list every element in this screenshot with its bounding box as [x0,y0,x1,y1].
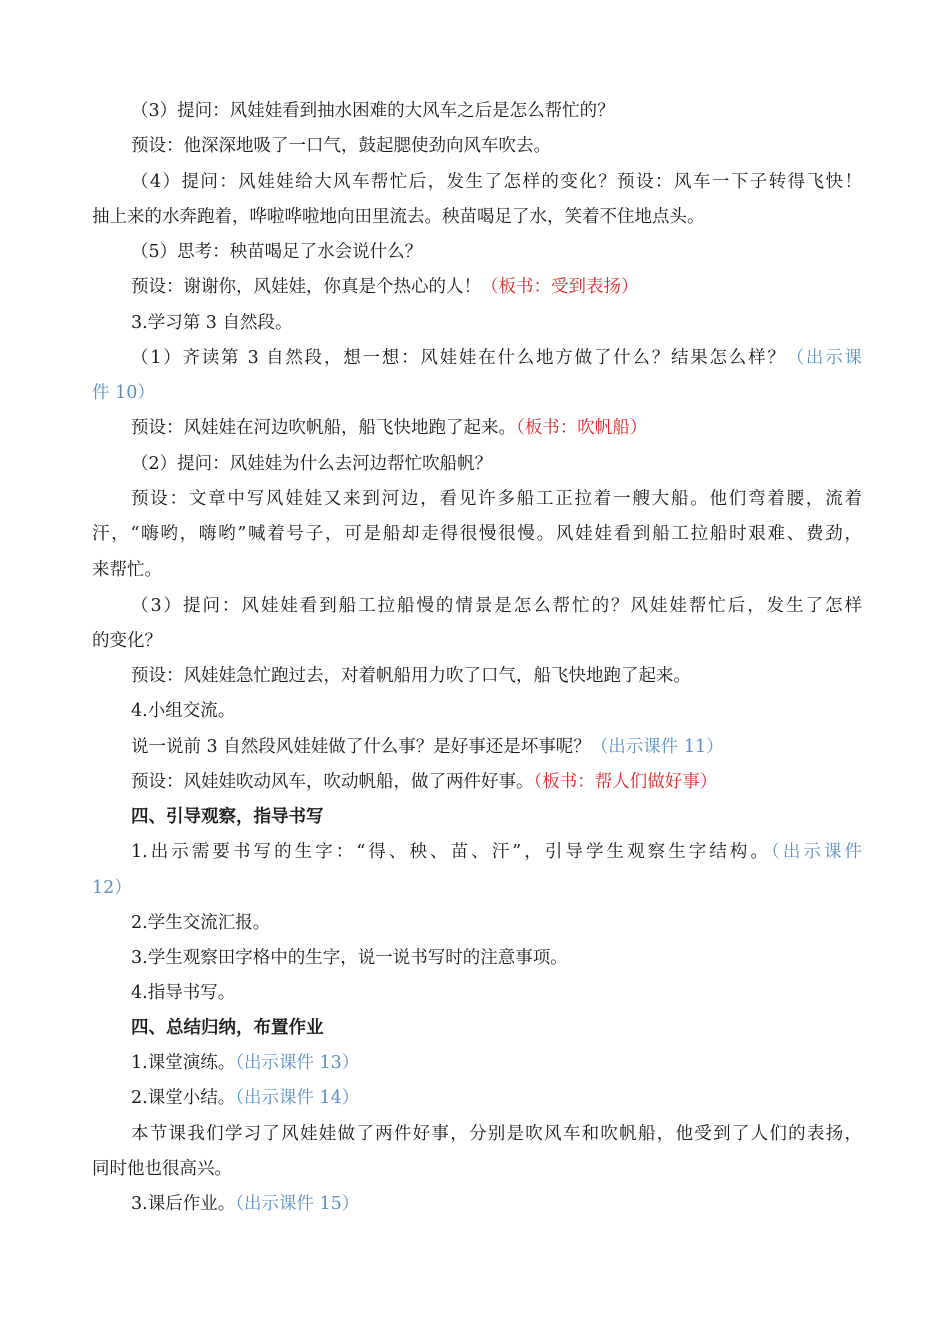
paragraph-line [92,381,862,405]
courseware-note: （出示课件 14） [235,1088,360,1108]
paragraph-line: 预设：文章中写风娃娃又来到河边，看见许多船工正拉着一艘大船。他们弯着腰，流着 [131,489,862,509]
paragraph-line: 预设：风娃娃在河边吹帆船，船飞快地跑了起来。（板书：吹帆船） [131,418,648,438]
section-heading: 3.学习第 3 自然段。 [131,313,293,333]
blackboard-note: （板书：帮人们做好事） [533,772,718,792]
courseware-note: （出示课件 13） [235,1053,360,1073]
paragraph-line: （1）齐读第 3 自然段，想一想：风娃娃在什么地方做了什么？结果怎么样？（出示课 [131,348,862,368]
paragraph-line: 预设：风娃娃吹动风车，吹动帆船，做了两件好事。（板书：帮人们做好事） [131,772,718,792]
paragraph-line [92,876,862,900]
paragraph-line: （4）提问：风娃娃给大风车帮忙后，发生了怎样的变化？预设：风车一下子转得飞快！ [131,172,862,192]
paragraph-line: 2.课堂小结。（出示课件 14） [131,1088,360,1108]
courseware-note: （出示课件 [771,842,863,862]
courseware-note: 件 10） [92,383,155,403]
paragraph-line: 预设：谢谢你，风娃娃，你真是个热心的人！（板书：受到表扬） [131,277,639,297]
paragraph-line: 1.出示需要书写的生字：“得、秧、苗、汗”，引导学生观察生字结构。（出示课件 [131,842,863,862]
part-heading: 四、总结归纳，布置作业 [131,1018,324,1038]
paragraph-line: 2.学生交流汇报。 [131,913,271,933]
courseware-note: （出示课件 11） [590,737,724,757]
blackboard-note: （板书：受到表扬） [481,277,639,297]
blackboard-note: （板书：吹帆船） [516,418,648,438]
paragraph-line: 1.课堂演练。（出示课件 13） [131,1053,360,1073]
paragraph-line: 汗，“嗨哟，嗨哟”喊着号子，可是船却走得很慢很慢。风娃娃看到船工拉船时艰难、费劲， [92,524,862,544]
courseware-note: （出示课件 15） [235,1194,360,1214]
paragraph-line: （2）提问：风娃娃为什么去河边帮忙吹船帆？ [131,454,493,474]
paragraph-line: 的变化？ [92,631,162,651]
paragraph-line: 3.学生观察田字格中的生字，说一说书写时的注意事项。 [131,948,568,968]
paragraph-line: （5）思考：秧苗喝足了水会说什么？ [131,242,423,262]
paragraph-line: （3）提问：风娃娃看到船工拉船慢的情景是怎么帮忙的？风娃娃帮忙后，发生了怎样 [131,596,862,616]
paragraph-line: 同时他也很高兴。 [92,1159,232,1179]
paragraph-line: 说一说前 3 自然段风娃娃做了什么事？是好事还是坏事呢？（出示课件 11） [131,737,724,757]
paragraph-line: 抽上来的水奔跑着，哗啦哗啦地向田里流去。秧苗喝足了水，笑着不住地点头。 [92,207,705,227]
section-heading: 4.小组交流。 [131,701,236,721]
paragraph-line: 预设：风娃娃急忙跑过去，对着帆船用力吹了口气，船飞快地跑了起来。 [131,666,691,686]
courseware-note: 12） [92,878,132,898]
paragraph-line: 本节课我们学习了风娃娃做了两件好事，分别是吹风车和吹帆船，他受到了人们的表扬， [131,1124,862,1144]
paragraph-line: 来帮忙。 [92,560,162,580]
part-heading: 四、引导观察，指导书写 [131,807,324,827]
paragraph-line: 预设：他深深地吸了一口气，鼓起腮使劲向风车吹去。 [131,136,551,156]
paragraph-line: 4.指导书写。 [131,983,236,1003]
paragraph-line: （3）提问：风娃娃看到抽水困难的大风车之后是怎么帮忙的？ [131,101,615,121]
courseware-note: （出示课 [786,348,862,368]
paragraph-line: 3.课后作业。（出示课件 15） [131,1194,360,1214]
